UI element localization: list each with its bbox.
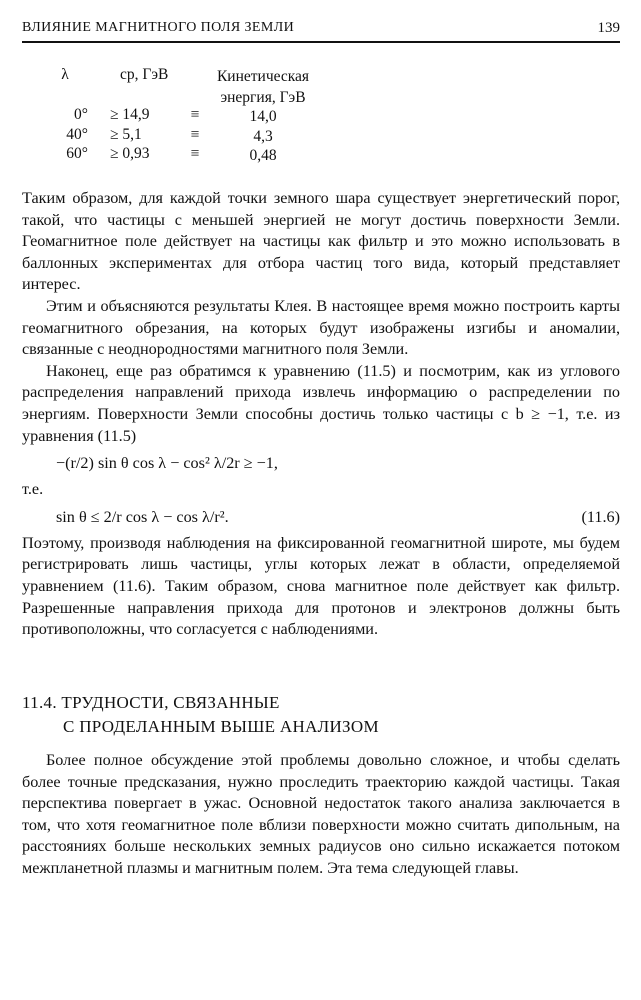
table-header-lambda: λ <box>61 66 69 83</box>
table-cell-energy: 0,48 <box>249 147 277 164</box>
table-row <box>22 145 442 165</box>
table-cell-lambda: 60° <box>66 145 88 162</box>
section-text <box>22 750 620 880</box>
equation-number: (11.6) <box>581 507 620 526</box>
table-cell-sign: ≡ <box>190 145 200 162</box>
table-header-energy-line2: энергия, ГэВ <box>220 89 306 106</box>
paragraph: Более полное обсуждение этой проблемы довольно сложное, и чтобы сделать более точные предсказания, нужно проследить траекторию каждой частицы. Такая перспектива повергает в ужас. Основной недостаток такого анализа заключается в том, что хотя геомагнитное поле вблизи поверхности можно считать дипольным, на расстояниях больше нескольких земных радиусов оно сильно искажается потоком межпланетной плазмы и магнитным полем. Эта тема следующей главы. <box>22 751 620 877</box>
table-cell-cp: ≥ 5,1 <box>110 125 142 143</box>
table-cell-cp: ≥ 14,9 <box>110 106 150 123</box>
formula-expression: sin θ ≤ 2/r cos λ − cos λ/r². <box>56 507 229 526</box>
table-header-cp: cp, ГэВ <box>120 66 169 83</box>
body-text <box>22 188 620 641</box>
section-heading <box>22 691 379 739</box>
paragraph: Поэтому, производя наблюдения на фиксированной геомагнитной широте, мы будем регистрировать лишь частицы, углы которых лежат в области, определяемой уравнением (11.6). Таким образом, снова магнитное поле действует как фильтр. Разрешенные направления прихода для протонов и электронов должны быть противоположны, что согласуется с наблюдениями. <box>22 533 620 639</box>
paragraph: т.е. <box>22 480 44 499</box>
section-heading-line1: 11.4. ТРУДНОСТИ, СВЯЗАННЫЕ <box>22 693 280 712</box>
table-cell-lambda: 40° <box>66 125 88 143</box>
header-rule <box>22 41 620 43</box>
table-cell-lambda: 0° <box>74 106 88 123</box>
cutoff-energy-table <box>22 66 442 165</box>
formula-inequality <box>22 447 620 479</box>
book-page <box>22 0 620 1000</box>
running-head: ВЛИЯНИЕ МАГНИТНОГО ПОЛЯ ЗЕМЛИ <box>22 20 295 35</box>
paragraph: Этим и объясняются результаты Клея. В настоящее время можно построить карты геомагнитного обрезания, на которых будут изображены изгибы и аномалии, связанные с неоднородностями магнитного поля Земли. <box>22 296 620 359</box>
formula-expression: −(r/2) sin θ cos λ − cos² λ/2r ≥ −1, <box>56 454 278 473</box>
table-header-energy-line1: Кинетическая <box>216 68 310 85</box>
paragraph: Таким образом, для каждой точки земного шара существует энергетический порог, такой, что частицы с меньшей энергией не могут достичь поверхности Земли. Геомагнитное поле действует на частицы как фильтр и это можно использовать в баллонных экспериментах для отбора частиц того вида, который представляет интерес. <box>22 189 620 294</box>
formula-11-6 <box>22 501 620 533</box>
table-header-energy <box>208 66 318 108</box>
table-cell-sign: ≡ <box>190 106 200 123</box>
table-cell-energy: 14,0 <box>249 108 277 125</box>
table-header-row <box>22 66 442 106</box>
table-cell-energy: 4,3 <box>253 127 273 145</box>
table-cell-cp: ≥ 0,93 <box>110 145 150 162</box>
section-heading-line2: С ПРОДЕЛАННЫМ ВЫШЕ АНАЛИЗОМ <box>63 717 379 736</box>
table-row <box>22 126 442 146</box>
paragraph: Наконец, еще раз обратимся к уравнению (11.5) и посмотрим, как из углового распределения направлений прихода извлечь информацию о распределении по энергиям. Поверхности Земли способны достичь только частицы с b ≥ −1, т.е. из уравнения (11.5) <box>22 361 620 445</box>
table-cell-sign: ≡ <box>190 125 200 143</box>
table-row <box>22 106 442 126</box>
page-header <box>22 20 620 44</box>
page-number: 139 <box>597 20 620 36</box>
